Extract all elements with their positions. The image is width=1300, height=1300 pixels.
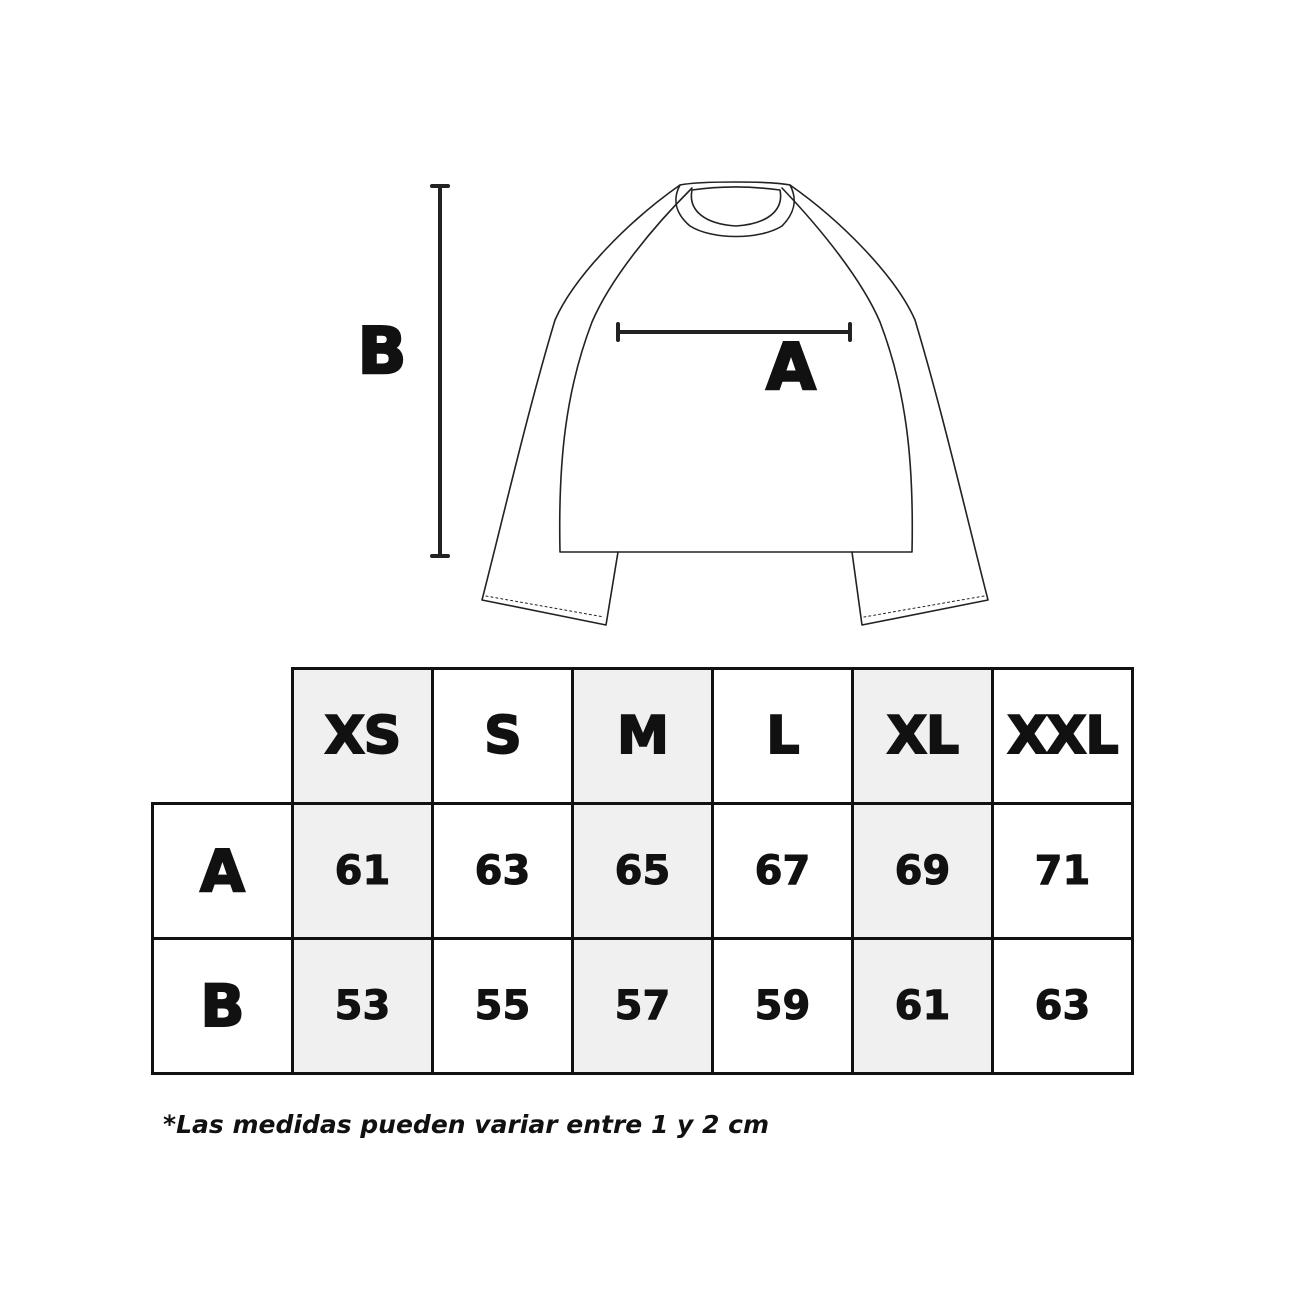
collar-inner: [691, 187, 780, 226]
value-cell: 53: [293, 939, 433, 1074]
value-cell: 61: [293, 804, 433, 939]
value-cell: 65: [573, 804, 713, 939]
value-cell: 57: [573, 939, 713, 1074]
right-sleeve: [790, 185, 988, 625]
value-cell: 59: [713, 939, 853, 1074]
table-row: [153, 804, 1133, 939]
size-header-row: [153, 669, 1133, 804]
value-cell: 61: [853, 939, 993, 1074]
sweatshirt-outline: [482, 182, 988, 625]
value-cell: 71: [993, 804, 1133, 939]
measure-a-label: A: [766, 331, 816, 405]
measure-b-label: B: [357, 315, 407, 389]
value-cell: 63: [993, 939, 1133, 1074]
table-row: [153, 939, 1133, 1074]
right-cuff-stitch: [864, 596, 984, 617]
measurement-disclaimer: *Las medidas pueden variar entre 1 y 2 cm: [163, 1110, 770, 1139]
value-cell: 55: [433, 939, 573, 1074]
left-sleeve: [482, 185, 680, 625]
size-header-xs: XS: [293, 669, 433, 804]
value-cell: 67: [713, 804, 853, 939]
size-header-xl: XL: [853, 669, 993, 804]
value-cell: 63: [433, 804, 573, 939]
left-cuff-stitch: [486, 596, 604, 617]
size-header-xxl: XXL: [993, 669, 1133, 804]
row-label-a: A: [153, 804, 293, 939]
size-chart-table: [151, 667, 1134, 1075]
value-cell: 69: [853, 804, 993, 939]
size-header-m: M: [573, 669, 713, 804]
measure-b-line: [432, 186, 448, 556]
row-label-b: B: [153, 939, 293, 1074]
size-header-s: S: [433, 669, 573, 804]
table-corner: [153, 669, 293, 804]
size-header-l: L: [713, 669, 853, 804]
